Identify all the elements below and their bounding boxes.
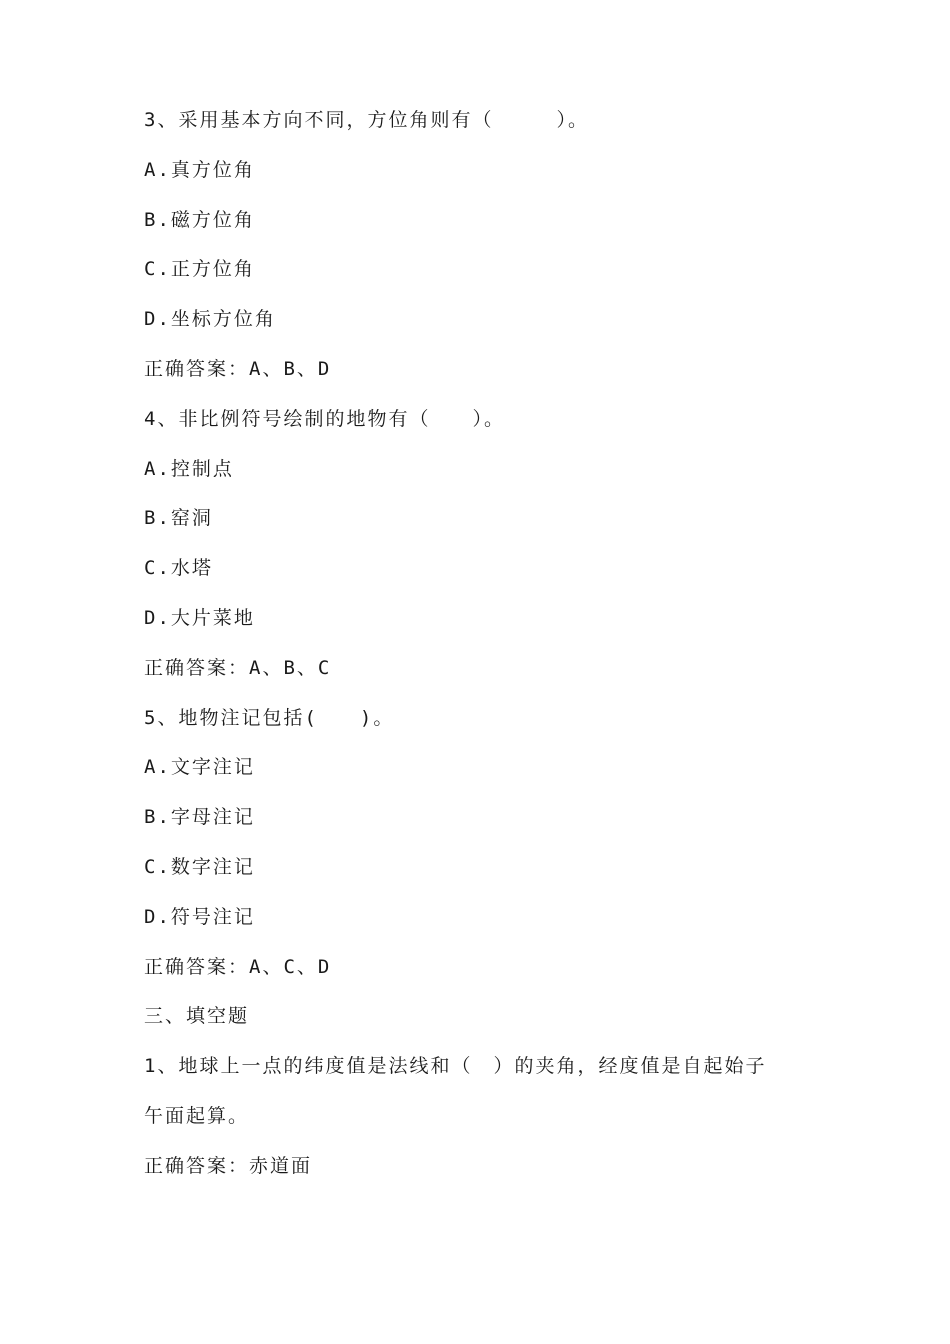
question-4-option-c: C.水塔 — [144, 557, 213, 580]
fill-question-stem-line2: 午面起算。 — [144, 1104, 250, 1127]
question-4-option-b: B.窑洞 — [144, 507, 213, 530]
question-3-option-a: A.真方位角 — [144, 158, 255, 181]
document-content — [144, 103, 824, 1199]
question-5-stem: 5、地物注记包括( )。 — [144, 706, 395, 729]
question-4-option-d: D.大片菜地 — [144, 606, 255, 629]
question-5-option-c: C.数字注记 — [144, 855, 255, 878]
question-4-option-a: A.控制点 — [144, 457, 234, 480]
question-5-answer: 正确答案：A、C、D — [144, 955, 332, 978]
question-5-option-b: B.字母注记 — [144, 806, 255, 829]
fill-question-stem-line1: 1、地球上一点的纬度值是法线和（ ）的夹角，经度值是自起始子 — [144, 1055, 767, 1078]
question-3-option-c: C.正方位角 — [144, 258, 255, 281]
question-3-stem: 3、采用基本方向不同，方位角则有（ ）。 — [144, 109, 589, 131]
fill-question-answer: 正确答案：赤道面 — [144, 1154, 313, 1177]
question-5-option-d: D.符号注记 — [144, 905, 255, 928]
section-heading: 三、填空题 — [144, 1005, 250, 1028]
question-4-answer: 正确答案：A、B、C — [144, 656, 332, 679]
question-3-option-d: D.坐标方位角 — [144, 308, 276, 331]
question-5-option-a: A.文字注记 — [144, 756, 255, 779]
question-3-answer: 正确答案：A、B、D — [144, 357, 332, 380]
question-3-option-b: B.磁方位角 — [144, 208, 255, 231]
question-4-stem: 4、非比例符号绘制的地物有（ ）。 — [144, 407, 505, 430]
